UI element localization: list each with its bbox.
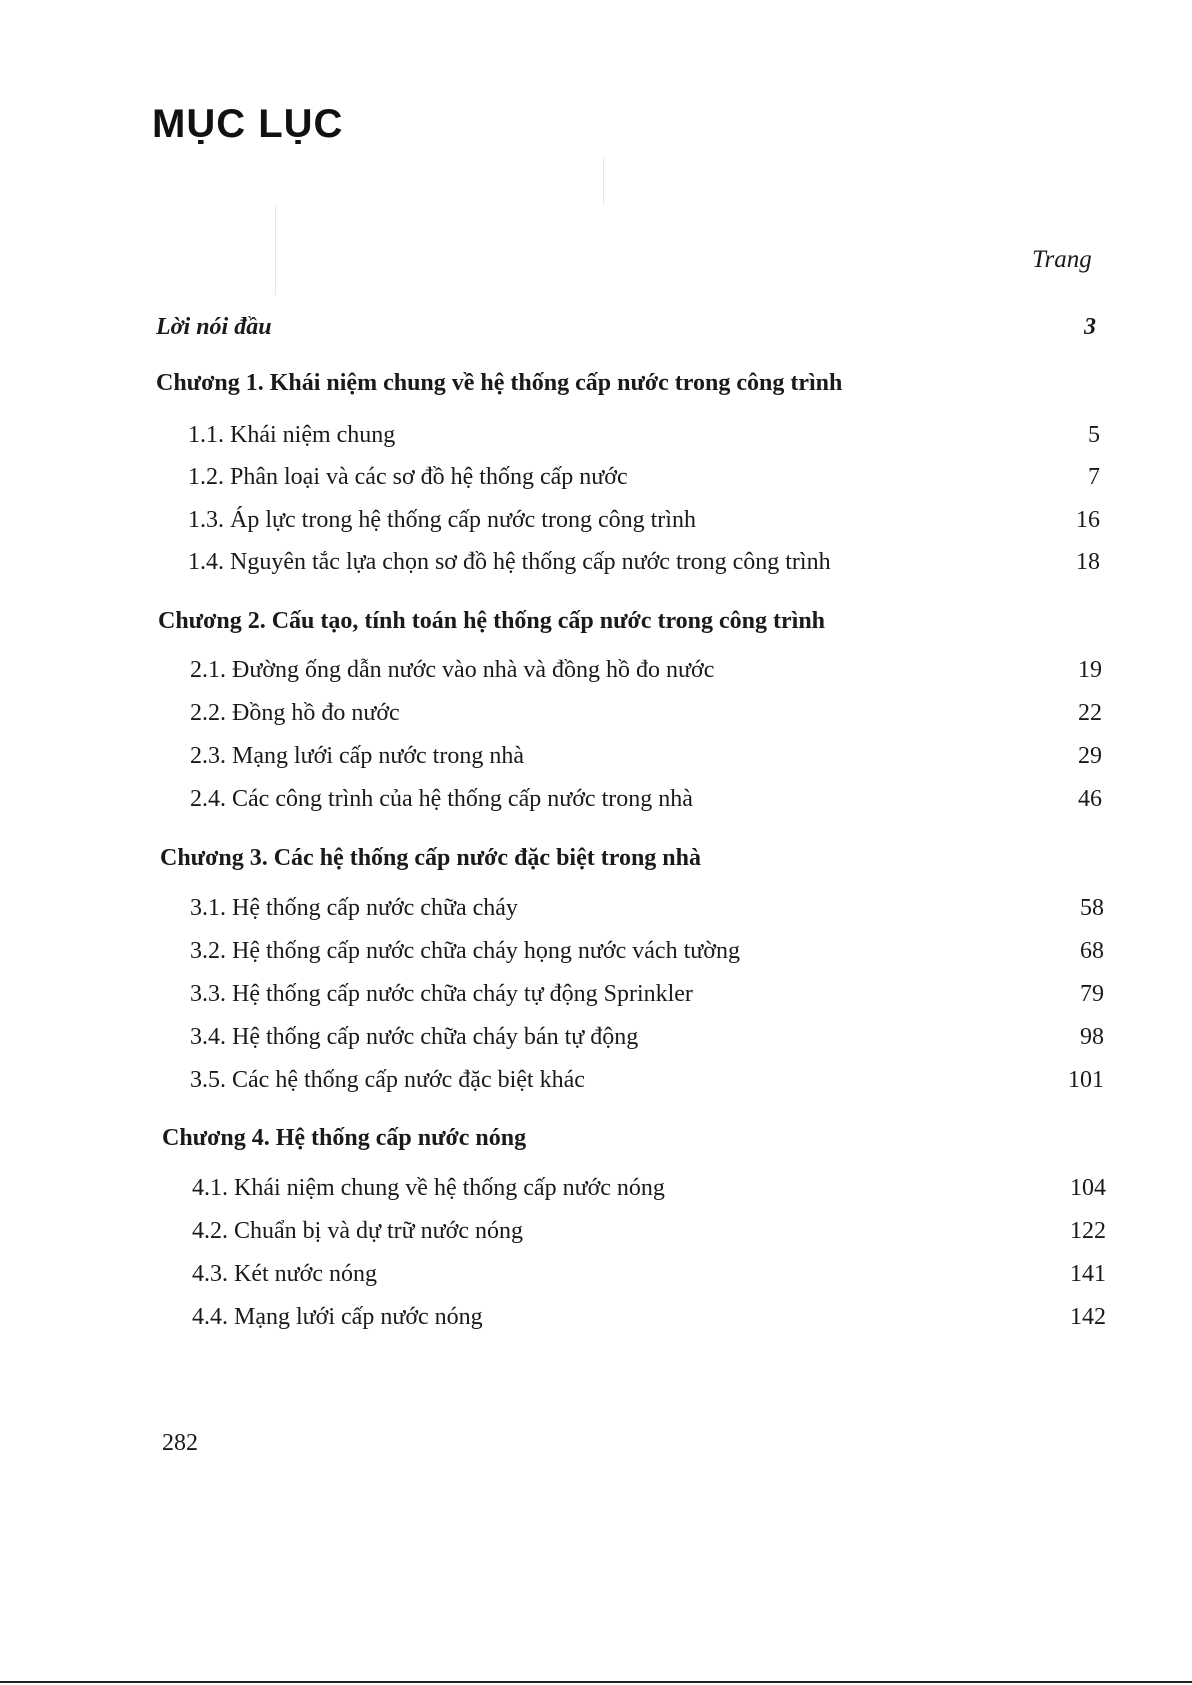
toc-chapter-1	[156, 370, 1096, 397]
toc-section	[188, 464, 1100, 491]
section-title: 4.4. Mạng lưới cấp nước nóng	[192, 1304, 483, 1330]
scan-bottom-edge	[0, 1681, 1192, 1683]
toc-section	[190, 1067, 1104, 1094]
section-title: 1.4. Nguyên tắc lựa chọn sơ đồ hệ thống cấp nước trong công trình	[188, 549, 831, 575]
section-page: 98	[1080, 1024, 1104, 1050]
toc-section	[192, 1175, 1106, 1202]
section-title: 3.5. Các hệ thống cấp nước đặc biệt khác	[190, 1067, 585, 1093]
toc-section	[188, 549, 1100, 576]
section-title: 1.1. Khái niệm chung	[188, 422, 396, 448]
chapter-title: Chương 3. Các hệ thống cấp nước đặc biệt trong nhà	[160, 845, 701, 871]
section-page: 5	[1088, 422, 1100, 448]
toc-intro	[156, 314, 1096, 341]
toc-section	[190, 786, 1102, 813]
section-title: 3.2. Hệ thống cấp nước chữa cháy họng nước vách tường	[190, 938, 740, 964]
toc-section	[190, 700, 1102, 727]
section-page: 141	[1070, 1261, 1106, 1287]
section-title: 2.2. Đồng hồ đo nước	[190, 700, 400, 726]
section-title: 4.3. Két nước nóng	[192, 1261, 378, 1287]
section-title: 1.3. Áp lực trong hệ thống cấp nước trong công trình	[188, 507, 696, 533]
section-page: 101	[1068, 1067, 1104, 1093]
chapter-title: Chương 4. Hệ thống cấp nước nóng	[162, 1125, 527, 1151]
section-page: 68	[1080, 938, 1104, 964]
page-number: 282	[162, 1430, 198, 1456]
toc-section	[188, 507, 1100, 534]
toc-section	[190, 1024, 1104, 1051]
section-page: 142	[1070, 1304, 1106, 1330]
section-title: 1.2. Phân loại và các sơ đồ hệ thống cấp nước	[188, 464, 628, 490]
section-page: 58	[1080, 895, 1104, 921]
toc-chapter-3	[160, 845, 1100, 872]
toc-section	[190, 895, 1104, 922]
scan-artifact	[275, 205, 276, 295]
section-title: 3.4. Hệ thống cấp nước chữa cháy bán tự động	[190, 1024, 639, 1050]
page-title: MỤC LỤC	[152, 102, 344, 146]
section-page: 7	[1088, 464, 1100, 490]
page-column-label: Trang	[1032, 246, 1092, 273]
toc-section	[192, 1261, 1106, 1288]
section-page: 16	[1076, 507, 1100, 533]
toc-section	[190, 981, 1104, 1008]
toc-section	[190, 938, 1104, 965]
toc-section	[192, 1218, 1106, 1245]
toc-section	[188, 422, 1100, 449]
toc-chapter-2	[158, 608, 1098, 635]
section-page: 22	[1078, 700, 1102, 726]
section-title: 2.3. Mạng lưới cấp nước trong nhà	[190, 743, 524, 769]
section-title: 3.3. Hệ thống cấp nước chữa cháy tự động Sprinkler	[190, 981, 693, 1007]
section-title: 4.2. Chuẩn bị và dự trữ nước nóng	[192, 1218, 524, 1244]
section-page: 104	[1070, 1175, 1106, 1201]
chapter-title: Chương 1. Khái niệm chung về hệ thống cấp nước trong công trình	[156, 370, 843, 396]
section-page: 29	[1078, 743, 1102, 769]
section-page: 79	[1080, 981, 1104, 1007]
scan-artifact	[603, 158, 604, 204]
section-title: 2.4. Các công trình của hệ thống cấp nước trong nhà	[190, 786, 693, 812]
section-page: 19	[1078, 657, 1102, 683]
toc-section	[190, 657, 1102, 684]
section-page: 122	[1070, 1218, 1106, 1244]
section-title: 4.1. Khái niệm chung về hệ thống cấp nước nóng	[192, 1175, 665, 1201]
chapter-title: Chương 2. Cấu tạo, tính toán hệ thống cấp nước trong công trình	[158, 608, 826, 634]
toc-intro-page: 3	[1084, 314, 1096, 340]
section-title: 3.1. Hệ thống cấp nước chữa cháy	[190, 895, 518, 921]
section-title: 2.1. Đường ống dẫn nước vào nhà và đồng hồ đo nước	[190, 657, 715, 683]
toc-section	[192, 1304, 1106, 1331]
section-page: 18	[1076, 549, 1100, 575]
toc-section	[190, 743, 1102, 770]
section-page: 46	[1078, 786, 1102, 812]
toc-chapter-4	[162, 1125, 1102, 1152]
toc-intro-text: Lời nói đầu	[156, 314, 272, 340]
